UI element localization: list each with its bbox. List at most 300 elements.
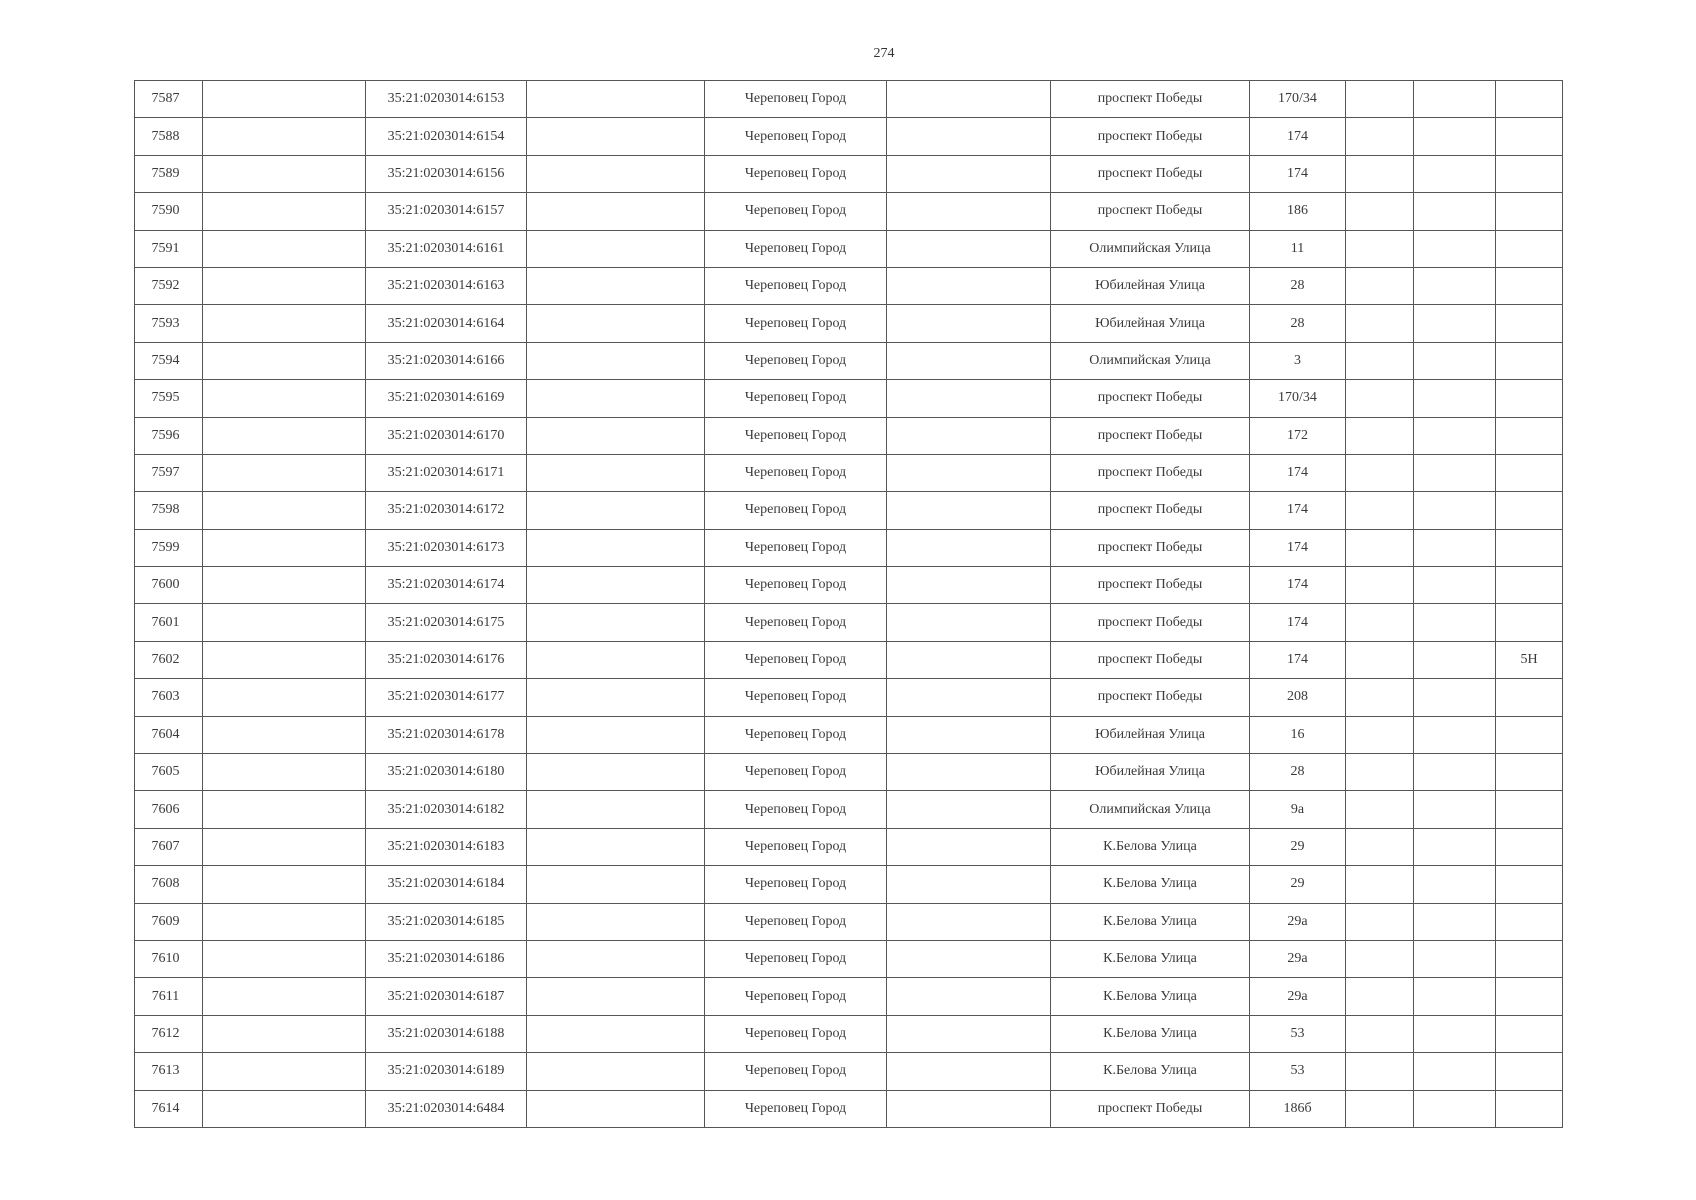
row-number-cell: 7612: [135, 1015, 203, 1052]
row-number-cell: 7611: [135, 978, 203, 1015]
street-cell: К.Белова Улица: [1051, 903, 1250, 940]
property-registry-table: [134, 80, 1563, 1128]
table-row: [135, 903, 1563, 940]
row-number-cell: 7588: [135, 118, 203, 155]
empty-cell: [527, 716, 705, 753]
cadastral-number-cell: 35:21:0203014:6170: [366, 417, 527, 454]
cadastral-number-cell: 35:21:0203014:6189: [366, 1053, 527, 1090]
empty-cell: [203, 529, 366, 566]
premises-number-cell: [1496, 305, 1563, 342]
premises-number-cell: 5Н: [1496, 641, 1563, 678]
street-cell: проспект Победы: [1051, 679, 1250, 716]
table-row: [135, 454, 1563, 491]
empty-cell: [1414, 1090, 1496, 1127]
empty-cell: [887, 716, 1051, 753]
street-cell: проспект Победы: [1051, 380, 1250, 417]
house-number-cell: 186: [1250, 193, 1346, 230]
table-row: [135, 1090, 1563, 1127]
empty-cell: [1414, 193, 1496, 230]
empty-cell: [1346, 978, 1414, 1015]
empty-cell: [527, 155, 705, 192]
city-cell: Череповец Город: [705, 193, 887, 230]
empty-cell: [887, 155, 1051, 192]
cadastral-number-cell: 35:21:0203014:6185: [366, 903, 527, 940]
empty-cell: [1346, 380, 1414, 417]
premises-number-cell: [1496, 267, 1563, 304]
city-cell: Череповец Город: [705, 155, 887, 192]
row-number-cell: 7610: [135, 940, 203, 977]
cadastral-number-cell: 35:21:0203014:6166: [366, 342, 527, 379]
premises-number-cell: [1496, 342, 1563, 379]
cadastral-number-cell: 35:21:0203014:6174: [366, 567, 527, 604]
empty-cell: [1346, 193, 1414, 230]
house-number-cell: 28: [1250, 305, 1346, 342]
city-cell: Череповец Город: [705, 492, 887, 529]
premises-number-cell: [1496, 230, 1563, 267]
city-cell: Череповец Город: [705, 529, 887, 566]
empty-cell: [1414, 604, 1496, 641]
empty-cell: [1414, 529, 1496, 566]
house-number-cell: 208: [1250, 679, 1346, 716]
premises-number-cell: [1496, 828, 1563, 865]
empty-cell: [527, 791, 705, 828]
empty-cell: [1414, 828, 1496, 865]
house-number-cell: 53: [1250, 1053, 1346, 1090]
row-number-cell: 7592: [135, 267, 203, 304]
empty-cell: [203, 267, 366, 304]
house-number-cell: 29: [1250, 866, 1346, 903]
row-number-cell: 7608: [135, 866, 203, 903]
empty-cell: [887, 492, 1051, 529]
empty-cell: [1346, 567, 1414, 604]
premises-number-cell: [1496, 716, 1563, 753]
row-number-cell: 7594: [135, 342, 203, 379]
empty-cell: [887, 417, 1051, 454]
empty-cell: [1346, 155, 1414, 192]
empty-cell: [527, 1090, 705, 1127]
empty-cell: [1346, 716, 1414, 753]
empty-cell: [1414, 1015, 1496, 1052]
table-row: [135, 1053, 1563, 1090]
row-number-cell: 7598: [135, 492, 203, 529]
row-number-cell: 7587: [135, 81, 203, 118]
page-number: 274: [873, 46, 895, 61]
table-row: [135, 791, 1563, 828]
premises-number-cell: [1496, 866, 1563, 903]
table-row: [135, 940, 1563, 977]
street-cell: К.Белова Улица: [1051, 940, 1250, 977]
cadastral-number-cell: 35:21:0203014:6176: [366, 641, 527, 678]
empty-cell: [203, 940, 366, 977]
cadastral-number-cell: 35:21:0203014:6184: [366, 866, 527, 903]
house-number-cell: 174: [1250, 529, 1346, 566]
empty-cell: [527, 903, 705, 940]
city-cell: Череповец Город: [705, 940, 887, 977]
cadastral-number-cell: 35:21:0203014:6171: [366, 454, 527, 491]
house-number-cell: 174: [1250, 454, 1346, 491]
empty-cell: [887, 828, 1051, 865]
premises-number-cell: [1496, 155, 1563, 192]
empty-cell: [1346, 267, 1414, 304]
empty-cell: [203, 1015, 366, 1052]
table-row: [135, 567, 1563, 604]
empty-cell: [203, 604, 366, 641]
empty-cell: [203, 754, 366, 791]
empty-cell: [203, 978, 366, 1015]
empty-cell: [1346, 1015, 1414, 1052]
cadastral-number-cell: 35:21:0203014:6169: [366, 380, 527, 417]
empty-cell: [203, 230, 366, 267]
house-number-cell: 29а: [1250, 940, 1346, 977]
empty-cell: [1346, 1053, 1414, 1090]
street-cell: Юбилейная Улица: [1051, 716, 1250, 753]
empty-cell: [1414, 754, 1496, 791]
empty-cell: [527, 492, 705, 529]
premises-number-cell: [1496, 978, 1563, 1015]
premises-number-cell: [1496, 754, 1563, 791]
city-cell: Череповец Город: [705, 828, 887, 865]
cadastral-number-cell: 35:21:0203014:6153: [366, 81, 527, 118]
empty-cell: [527, 1015, 705, 1052]
table-row: [135, 978, 1563, 1015]
table-row: [135, 417, 1563, 454]
row-number-cell: 7605: [135, 754, 203, 791]
street-cell: Юбилейная Улица: [1051, 267, 1250, 304]
cadastral-number-cell: 35:21:0203014:6178: [366, 716, 527, 753]
empty-cell: [887, 1015, 1051, 1052]
empty-cell: [1346, 903, 1414, 940]
row-number-cell: 7595: [135, 380, 203, 417]
empty-cell: [203, 679, 366, 716]
table-row: [135, 342, 1563, 379]
empty-cell: [1414, 978, 1496, 1015]
street-cell: К.Белова Улица: [1051, 1015, 1250, 1052]
cadastral-number-cell: 35:21:0203014:6157: [366, 193, 527, 230]
empty-cell: [527, 940, 705, 977]
empty-cell: [203, 641, 366, 678]
street-cell: Олимпийская Улица: [1051, 791, 1250, 828]
row-number-cell: 7597: [135, 454, 203, 491]
city-cell: Череповец Город: [705, 978, 887, 1015]
street-cell: проспект Победы: [1051, 1090, 1250, 1127]
empty-cell: [1414, 118, 1496, 155]
city-cell: Череповец Город: [705, 454, 887, 491]
street-cell: Олимпийская Улица: [1051, 342, 1250, 379]
cadastral-number-cell: 35:21:0203014:6187: [366, 978, 527, 1015]
empty-cell: [527, 828, 705, 865]
premises-number-cell: [1496, 1090, 1563, 1127]
cadastral-number-cell: 35:21:0203014:6186: [366, 940, 527, 977]
empty-cell: [1346, 791, 1414, 828]
row-number-cell: 7591: [135, 230, 203, 267]
empty-cell: [887, 567, 1051, 604]
city-cell: Череповец Город: [705, 118, 887, 155]
empty-cell: [203, 828, 366, 865]
empty-cell: [887, 305, 1051, 342]
empty-cell: [1346, 679, 1414, 716]
row-number-cell: 7593: [135, 305, 203, 342]
row-number-cell: 7601: [135, 604, 203, 641]
empty-cell: [203, 1053, 366, 1090]
empty-cell: [527, 81, 705, 118]
row-number-cell: 7602: [135, 641, 203, 678]
empty-cell: [1414, 903, 1496, 940]
city-cell: Череповец Город: [705, 866, 887, 903]
empty-cell: [1346, 940, 1414, 977]
empty-cell: [527, 679, 705, 716]
row-number-cell: 7600: [135, 567, 203, 604]
cadastral-number-cell: 35:21:0203014:6173: [366, 529, 527, 566]
house-number-cell: 29: [1250, 828, 1346, 865]
empty-cell: [527, 641, 705, 678]
empty-cell: [203, 118, 366, 155]
table-row: [135, 118, 1563, 155]
empty-cell: [1414, 791, 1496, 828]
empty-cell: [1414, 492, 1496, 529]
empty-cell: [1346, 81, 1414, 118]
empty-cell: [1346, 866, 1414, 903]
cadastral-number-cell: 35:21:0203014:6484: [366, 1090, 527, 1127]
empty-cell: [203, 155, 366, 192]
empty-cell: [1414, 380, 1496, 417]
house-number-cell: 16: [1250, 716, 1346, 753]
street-cell: К.Белова Улица: [1051, 978, 1250, 1015]
street-cell: проспект Победы: [1051, 155, 1250, 192]
empty-cell: [527, 866, 705, 903]
city-cell: Череповец Город: [705, 305, 887, 342]
premises-number-cell: [1496, 81, 1563, 118]
city-cell: Череповец Город: [705, 567, 887, 604]
city-cell: Череповец Город: [705, 903, 887, 940]
empty-cell: [1346, 342, 1414, 379]
table-row: [135, 193, 1563, 230]
empty-cell: [203, 305, 366, 342]
table-row: [135, 1015, 1563, 1052]
empty-cell: [1414, 155, 1496, 192]
table-row: [135, 754, 1563, 791]
street-cell: Олимпийская Улица: [1051, 230, 1250, 267]
cadastral-number-cell: 35:21:0203014:6177: [366, 679, 527, 716]
street-cell: проспект Победы: [1051, 193, 1250, 230]
house-number-cell: 172: [1250, 417, 1346, 454]
empty-cell: [1346, 230, 1414, 267]
premises-number-cell: [1496, 492, 1563, 529]
street-cell: проспект Победы: [1051, 641, 1250, 678]
empty-cell: [1414, 342, 1496, 379]
city-cell: Череповец Город: [705, 230, 887, 267]
empty-cell: [203, 81, 366, 118]
house-number-cell: 174: [1250, 492, 1346, 529]
city-cell: Череповец Город: [705, 342, 887, 379]
empty-cell: [203, 866, 366, 903]
empty-cell: [887, 267, 1051, 304]
street-cell: проспект Победы: [1051, 454, 1250, 491]
empty-cell: [887, 1053, 1051, 1090]
empty-cell: [1346, 305, 1414, 342]
empty-cell: [887, 380, 1051, 417]
row-number-cell: 7607: [135, 828, 203, 865]
premises-number-cell: [1496, 118, 1563, 155]
city-cell: Череповец Город: [705, 1015, 887, 1052]
premises-number-cell: [1496, 903, 1563, 940]
house-number-cell: 174: [1250, 641, 1346, 678]
empty-cell: [527, 454, 705, 491]
empty-cell: [1346, 754, 1414, 791]
empty-cell: [1346, 417, 1414, 454]
city-cell: Череповец Город: [705, 679, 887, 716]
empty-cell: [203, 380, 366, 417]
table-row: [135, 679, 1563, 716]
city-cell: Череповец Город: [705, 791, 887, 828]
empty-cell: [887, 454, 1051, 491]
empty-cell: [1414, 866, 1496, 903]
empty-cell: [203, 791, 366, 828]
street-cell: проспект Победы: [1051, 417, 1250, 454]
table-row: [135, 828, 1563, 865]
premises-number-cell: [1496, 1015, 1563, 1052]
table-row: [135, 155, 1563, 192]
empty-cell: [887, 193, 1051, 230]
row-number-cell: 7590: [135, 193, 203, 230]
empty-cell: [887, 342, 1051, 379]
empty-cell: [1346, 1090, 1414, 1127]
house-number-cell: 170/34: [1250, 81, 1346, 118]
table-row: [135, 267, 1563, 304]
cadastral-number-cell: 35:21:0203014:6156: [366, 155, 527, 192]
premises-number-cell: [1496, 417, 1563, 454]
house-number-cell: 28: [1250, 754, 1346, 791]
cadastral-number-cell: 35:21:0203014:6172: [366, 492, 527, 529]
city-cell: Череповец Город: [705, 380, 887, 417]
row-number-cell: 7606: [135, 791, 203, 828]
house-number-cell: 174: [1250, 118, 1346, 155]
empty-cell: [1346, 604, 1414, 641]
house-number-cell: 9а: [1250, 791, 1346, 828]
empty-cell: [887, 230, 1051, 267]
row-number-cell: 7614: [135, 1090, 203, 1127]
table-row: [135, 81, 1563, 118]
street-cell: проспект Победы: [1051, 567, 1250, 604]
table-row: [135, 230, 1563, 267]
street-cell: проспект Победы: [1051, 81, 1250, 118]
empty-cell: [1346, 492, 1414, 529]
premises-number-cell: [1496, 529, 1563, 566]
cadastral-number-cell: 35:21:0203014:6175: [366, 604, 527, 641]
cadastral-number-cell: 35:21:0203014:6183: [366, 828, 527, 865]
empty-cell: [887, 903, 1051, 940]
empty-cell: [1414, 305, 1496, 342]
house-number-cell: 174: [1250, 155, 1346, 192]
city-cell: Череповец Город: [705, 716, 887, 753]
city-cell: Череповец Город: [705, 81, 887, 118]
premises-number-cell: [1496, 567, 1563, 604]
premises-number-cell: [1496, 791, 1563, 828]
empty-cell: [887, 604, 1051, 641]
empty-cell: [527, 604, 705, 641]
city-cell: Череповец Город: [705, 1053, 887, 1090]
empty-cell: [527, 1053, 705, 1090]
city-cell: Череповец Город: [705, 1090, 887, 1127]
street-cell: проспект Победы: [1051, 529, 1250, 566]
empty-cell: [887, 529, 1051, 566]
empty-cell: [527, 380, 705, 417]
premises-number-cell: [1496, 454, 1563, 491]
empty-cell: [203, 903, 366, 940]
city-cell: Череповец Город: [705, 754, 887, 791]
table-row: [135, 604, 1563, 641]
empty-cell: [203, 193, 366, 230]
table-row: [135, 716, 1563, 753]
empty-cell: [527, 754, 705, 791]
empty-cell: [1414, 641, 1496, 678]
premises-number-cell: [1496, 940, 1563, 977]
street-cell: Юбилейная Улица: [1051, 754, 1250, 791]
cadastral-number-cell: 35:21:0203014:6163: [366, 267, 527, 304]
empty-cell: [1414, 417, 1496, 454]
empty-cell: [527, 118, 705, 155]
house-number-cell: 28: [1250, 267, 1346, 304]
house-number-cell: 53: [1250, 1015, 1346, 1052]
street-cell: К.Белова Улица: [1051, 1053, 1250, 1090]
table-body: [135, 81, 1563, 1128]
empty-cell: [203, 342, 366, 379]
empty-cell: [887, 641, 1051, 678]
cadastral-number-cell: 35:21:0203014:6164: [366, 305, 527, 342]
table-row: [135, 866, 1563, 903]
empty-cell: [887, 81, 1051, 118]
empty-cell: [1346, 641, 1414, 678]
empty-cell: [1414, 567, 1496, 604]
empty-cell: [527, 978, 705, 1015]
cadastral-number-cell: 35:21:0203014:6154: [366, 118, 527, 155]
empty-cell: [527, 417, 705, 454]
empty-cell: [527, 305, 705, 342]
table-row: [135, 305, 1563, 342]
street-cell: К.Белова Улица: [1051, 828, 1250, 865]
row-number-cell: 7604: [135, 716, 203, 753]
house-number-cell: 174: [1250, 604, 1346, 641]
house-number-cell: 29а: [1250, 903, 1346, 940]
empty-cell: [1346, 529, 1414, 566]
empty-cell: [1346, 118, 1414, 155]
cadastral-number-cell: 35:21:0203014:6182: [366, 791, 527, 828]
empty-cell: [203, 417, 366, 454]
empty-cell: [1414, 454, 1496, 491]
premises-number-cell: [1496, 679, 1563, 716]
empty-cell: [887, 118, 1051, 155]
empty-cell: [1346, 454, 1414, 491]
cadastral-number-cell: 35:21:0203014:6180: [366, 754, 527, 791]
table-row: [135, 529, 1563, 566]
empty-cell: [1414, 716, 1496, 753]
cadastral-number-cell: 35:21:0203014:6161: [366, 230, 527, 267]
empty-cell: [527, 567, 705, 604]
house-number-cell: 11: [1250, 230, 1346, 267]
premises-number-cell: [1496, 604, 1563, 641]
table-row: [135, 492, 1563, 529]
house-number-cell: 29а: [1250, 978, 1346, 1015]
empty-cell: [887, 1090, 1051, 1127]
empty-cell: [887, 866, 1051, 903]
empty-cell: [887, 940, 1051, 977]
empty-cell: [1414, 81, 1496, 118]
row-number-cell: 7609: [135, 903, 203, 940]
empty-cell: [1414, 940, 1496, 977]
empty-cell: [887, 679, 1051, 716]
empty-cell: [527, 267, 705, 304]
empty-cell: [203, 1090, 366, 1127]
empty-cell: [887, 754, 1051, 791]
